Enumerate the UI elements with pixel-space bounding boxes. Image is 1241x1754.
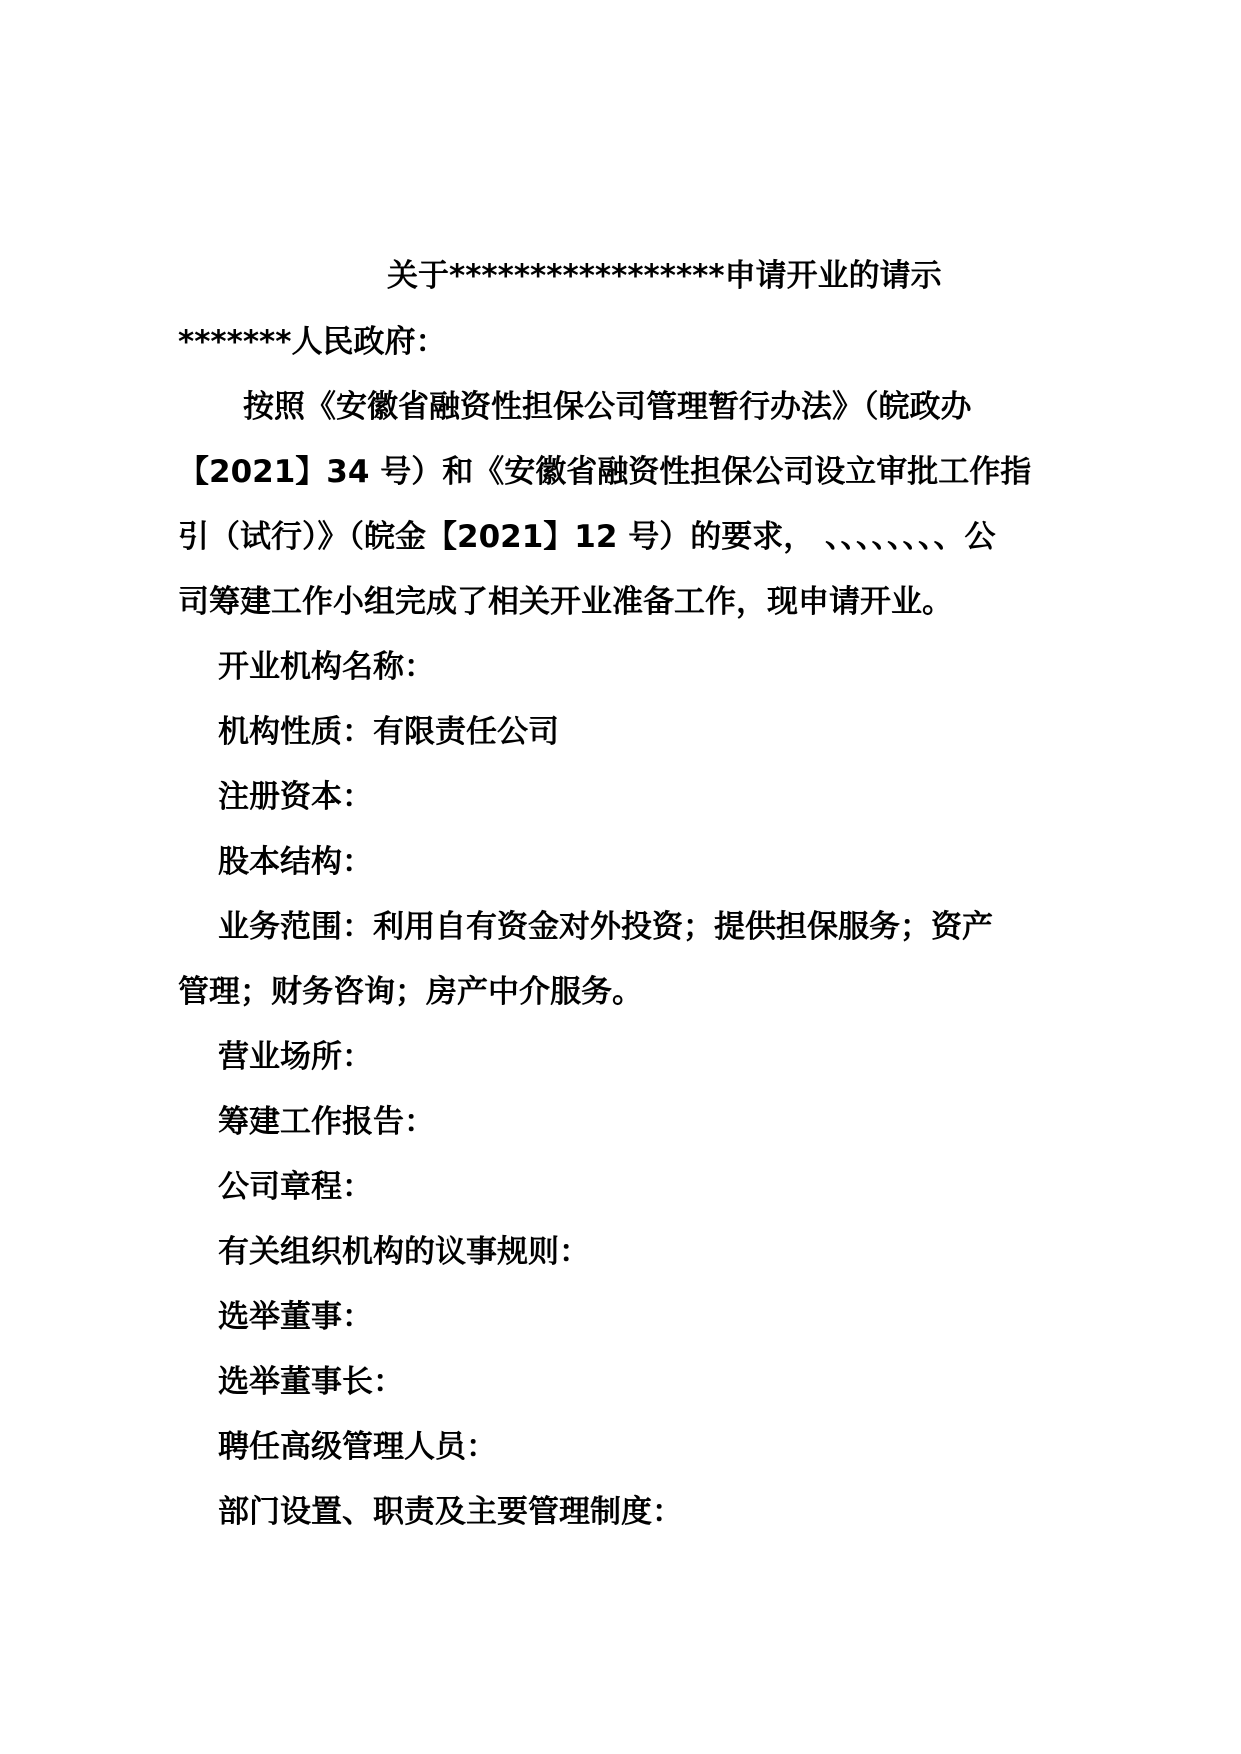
- item-institution-nature: 机构性质：有限责任公司: [218, 714, 559, 750]
- body-paragraph-line: 司筹建工作小组完成了相关开业准备工作，现申请开业。: [178, 584, 953, 620]
- item-rules-of-procedure: 有关组织机构的议事规则：: [218, 1234, 590, 1270]
- item-elect-chairman: 选举董事长：: [218, 1364, 404, 1400]
- item-elect-directors: 选举董事：: [218, 1299, 373, 1335]
- document-title: 关于*****************申请开业的请示: [387, 258, 942, 294]
- item-equity-structure: 股本结构：: [218, 844, 373, 880]
- item-preparation-report: 筹建工作报告：: [218, 1104, 435, 1140]
- item-business-scope: 业务范围：利用自有资金对外投资；提供担保服务；资产: [218, 909, 993, 945]
- item-business-scope-continued: 管理；财务咨询；房产中介服务。: [178, 974, 643, 1010]
- body-paragraph-line: 【2021】34 号）和《安徽省融资性担保公司设立审批工作指: [178, 454, 1032, 490]
- item-institution-name: 开业机构名称：: [218, 649, 435, 685]
- item-company-charter: 公司章程：: [218, 1169, 373, 1205]
- item-registered-capital: 注册资本：: [218, 779, 373, 815]
- body-paragraph-line: 引（试行）》（皖金【2021】12 号）的要求， 、、、、、、、、公: [178, 519, 996, 555]
- item-senior-management: 聘任高级管理人员：: [218, 1429, 497, 1465]
- item-business-premises: 营业场所：: [218, 1039, 373, 1075]
- item-departments: 部门设置、职责及主要管理制度：: [218, 1494, 683, 1530]
- body-paragraph-line: 按照《安徽省融资性担保公司管理暂行办法》（皖政办: [243, 389, 972, 425]
- salutation: *******人民政府：: [178, 324, 447, 360]
